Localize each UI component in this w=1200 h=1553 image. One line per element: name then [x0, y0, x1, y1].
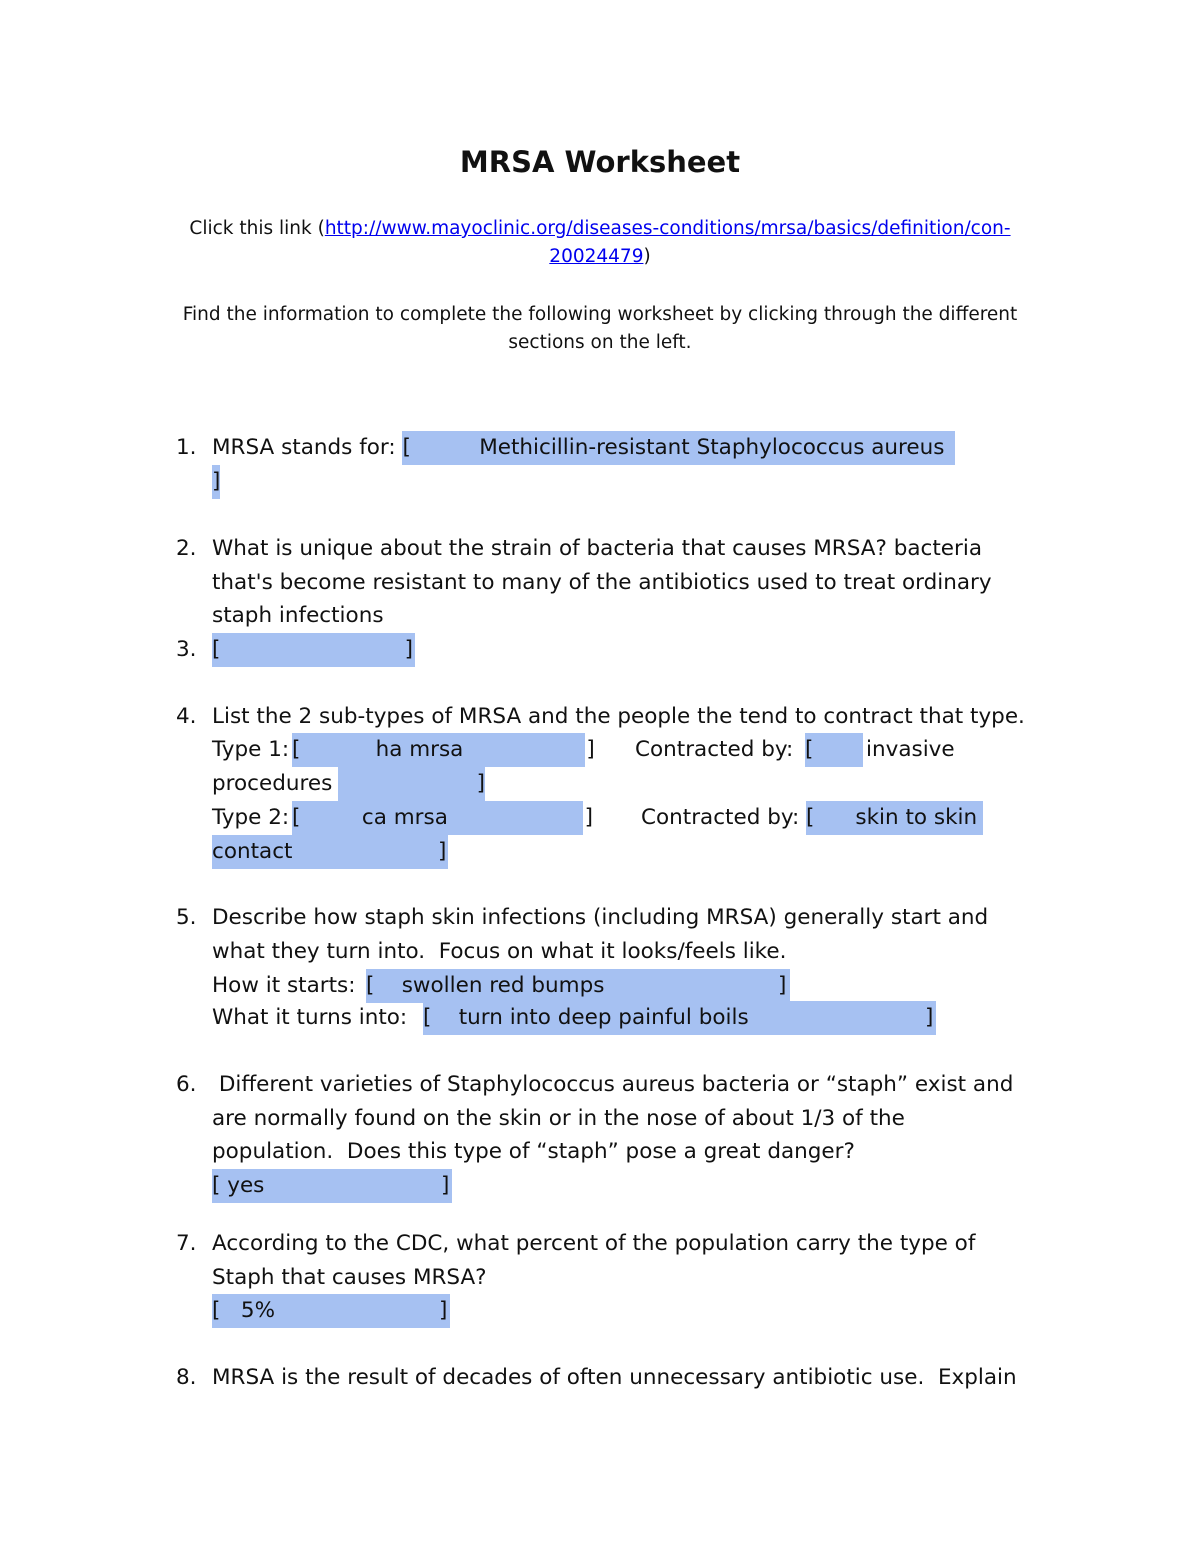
how-it-starts-answer[interactable]: [ swollen red bumps [366, 969, 790, 1003]
question-5-line-1: Describe how staph skin infections (including MRSA) generally start and [212, 905, 989, 930]
question-1-number: 1. [176, 435, 197, 460]
type-2-contracted-close: ] [438, 839, 447, 864]
type-2-contracted-answer[interactable]: [ skin to skin [806, 801, 983, 835]
question-3-answer-field[interactable] [212, 633, 415, 667]
question-8-number: 8. [176, 1365, 197, 1390]
type-1-contracted-line-2[interactable]: procedures [212, 771, 333, 796]
question-6-close: ] [441, 1173, 450, 1198]
how-it-starts-label: How it starts: [212, 973, 363, 998]
what-it-turns-into-label: What it turns into: [212, 1005, 415, 1030]
question-6-line-1: Different varieties of Staphylococcus aureus bacteria or “staph” exist and [212, 1072, 1014, 1097]
question-6-answer[interactable]: [ yes [212, 1169, 452, 1203]
question-6-number: 6. [176, 1072, 197, 1097]
instructions [160, 301, 1040, 357]
intro-suffix: ) [643, 246, 651, 267]
instructions-line-2: sections on the left. [508, 332, 692, 353]
question-2-line-1: What is unique about the strain of bacteria that causes MRSA? bacteria [212, 536, 983, 561]
type-2-contracted-label: Contracted by: [641, 805, 800, 830]
question-1 [212, 431, 955, 465]
question-4-text: List the 2 sub-types of MRSA and the people the tend to contract that type. [212, 704, 1025, 729]
question-3-open-bracket: [ [212, 637, 221, 662]
mayoclinic-link-continued[interactable]: 20024479 [549, 246, 644, 267]
type-2-contracted-line-2[interactable]: contact [212, 835, 448, 869]
question-1-answer[interactable]: [ Methicillin-resistant Staphylococcus aureus [402, 431, 955, 465]
question-2-line-3: staph infections [212, 603, 384, 628]
question-7-line-2: Staph that causes MRSA? [212, 1265, 487, 1290]
mayoclinic-link[interactable]: http://www.mayoclinic.org/diseases-conditions/mrsa/basics/definition/con- [324, 218, 1011, 239]
question-6-line-2: are normally found on the skin or in the nose of about 1/3 of the [212, 1106, 905, 1131]
type-1-answer[interactable]: [ ha mrsa ] [292, 733, 585, 767]
type-1-contracted-close[interactable]: ] [338, 767, 485, 801]
page-title: MRSA Worksheet [459, 145, 741, 179]
question-3-close-bracket: ] [404, 637, 413, 662]
how-it-starts-close: ] [778, 973, 787, 998]
question-5-number: 5. [176, 905, 197, 930]
what-it-turns-into-close: ] [925, 1005, 934, 1030]
type-1-contracted-label: Contracted by: [635, 737, 801, 762]
instructions-line-1: Find the information to complete the following worksheet by clicking through the different [182, 304, 1018, 325]
intro-text [160, 215, 1040, 271]
type-1-contracted-answer[interactable]: invasive [866, 737, 955, 762]
question-5-line-2: what they turn into. Focus on what it looks/feels like. [212, 939, 787, 964]
intro-prefix: Click this link ( [189, 218, 325, 239]
type-1-label: Type 1: [212, 737, 290, 762]
question-7-line-1: According to the CDC, what percent of the population carry the type of [212, 1231, 976, 1256]
what-it-turns-into-answer[interactable]: [ turn into deep painful boils [423, 1001, 936, 1035]
question-8-line-1: MRSA is the result of decades of often unnecessary antibiotic use. Explain [212, 1365, 1017, 1390]
question-4-number: 4. [176, 704, 197, 729]
question-6-line-3: population. Does this type of “staph” pose a great danger? [212, 1139, 855, 1164]
question-1-answer-close[interactable]: ] [212, 465, 220, 499]
question-7-close: ] [439, 1298, 448, 1323]
question-2-line-2: that's become resistant to many of the antibiotics used to treat ordinary [212, 570, 992, 595]
question-7-number: 7. [176, 1231, 197, 1256]
question-3-number: 3. [176, 637, 197, 662]
question-2-number: 2. [176, 536, 197, 561]
type-2-answer[interactable]: [ ca mrsa ] [292, 801, 583, 835]
type-2-label: Type 2: [212, 805, 290, 830]
question-7-answer[interactable]: [ 5% [212, 1294, 450, 1328]
type-1-contracted-open[interactable]: [ [805, 733, 863, 767]
question-1-label: MRSA stands for: [212, 435, 403, 460]
